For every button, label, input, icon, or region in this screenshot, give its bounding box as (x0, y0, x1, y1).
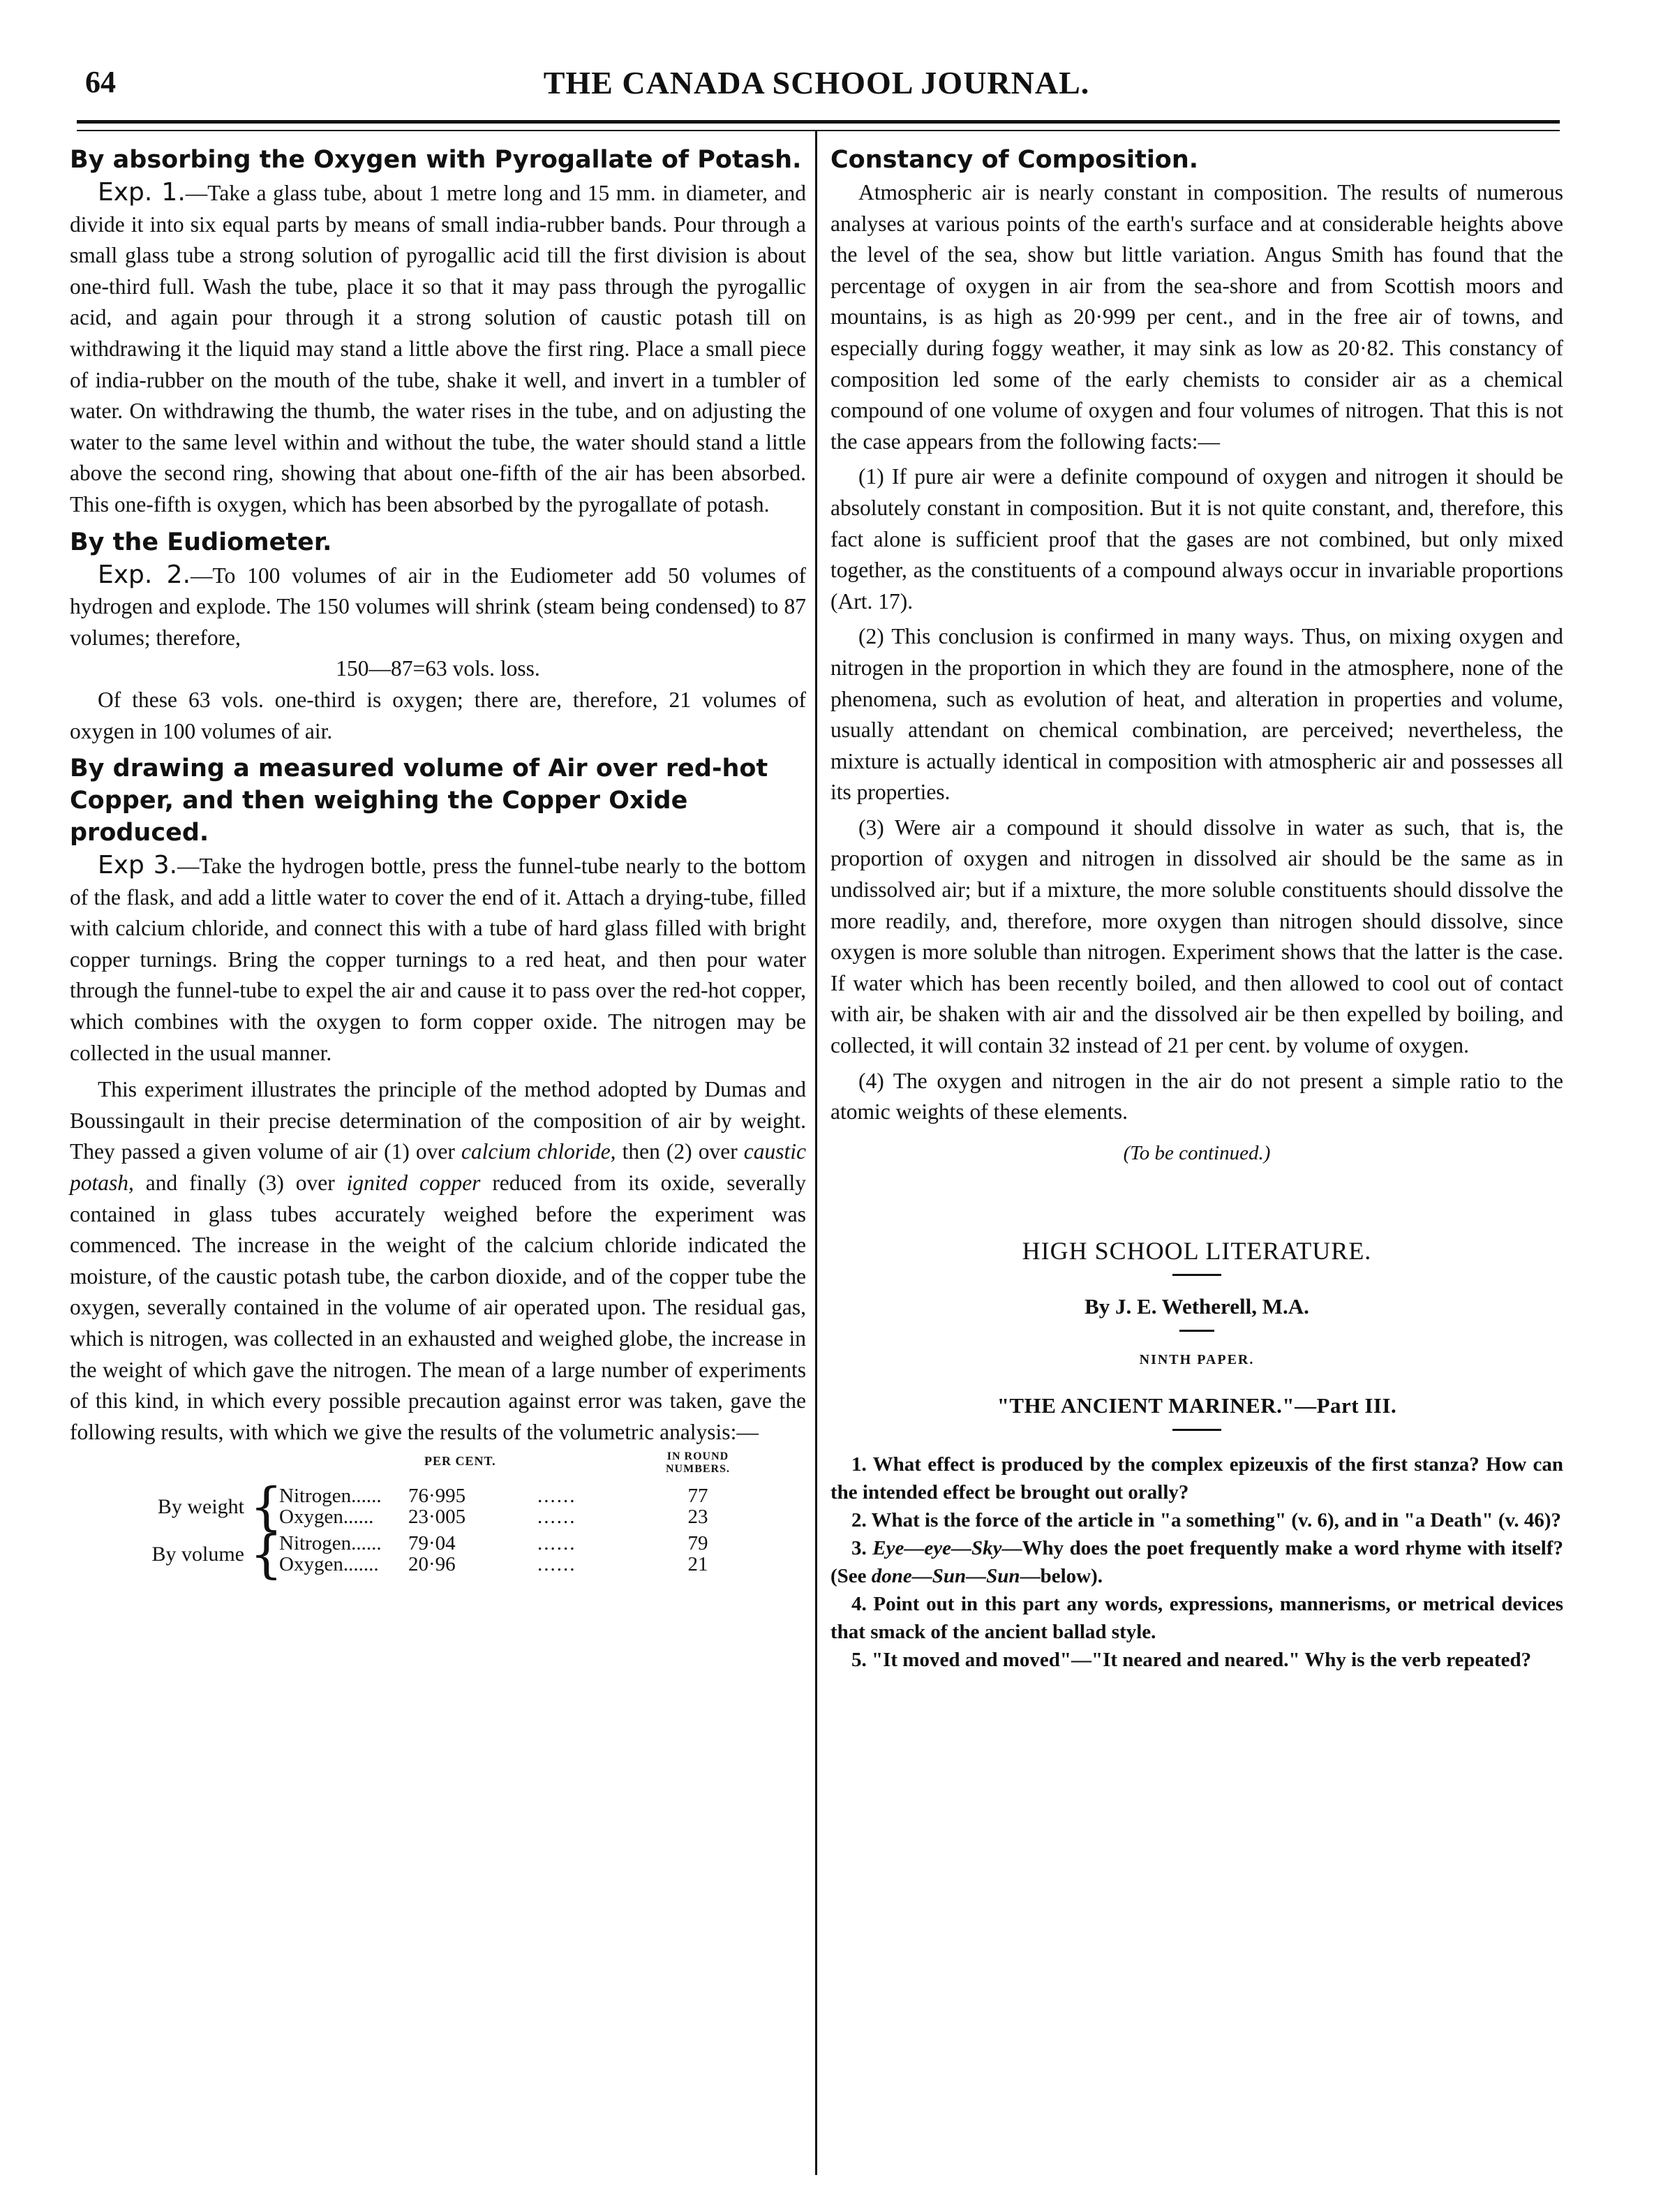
question-2: 2. What is the force of the article in "a something" (v. 6), and in "a Death" (v. 46)? (851, 1508, 1562, 1531)
table-row (279, 1506, 796, 1527)
fact-4-paragraph: (4) The oxygen and nitrogen in the air do not present a simple ratio to the atomic weights of these elements. (830, 1068, 1563, 1124)
dumas-italic-copper: ignited copper (346, 1171, 481, 1196)
paper-number: NINTH PAPER. (1139, 1351, 1255, 1367)
journal-title: THE CANADA SCHOOL JOURNAL. (543, 65, 1090, 101)
header-rule-thin (77, 130, 1560, 131)
question-3-end: —below). (1020, 1564, 1103, 1587)
short-rule (1179, 1330, 1214, 1332)
exp1-paragraph (70, 177, 806, 521)
table-row (279, 1554, 796, 1575)
dumas-text-3: and finally (3) over (133, 1171, 335, 1196)
dumas-text-2: then (2) over (616, 1139, 738, 1164)
row-name: Nitrogen...... (279, 1485, 382, 1508)
dumas-text-4: reduced from its oxide, severally contained in glass tubes accurately weighed before the experiment was commenced. The increase in the weight of the calcium chloride indicated the moisture, of the caustic potash tube, the carbon dioxide, and of the copper tube the oxygen, severally contained in the volume of air operated upon. The residual gas, which is nitrogen, was collected in an exhausted and weighed globe, the increase in the weight of which gave the nitrogen. The mean of a large number of experiments of this kind, in which every possible precaution against error was taken, gave the following results, with which we give the results of the volumetric analysis:— (70, 1171, 806, 1444)
exp3-text: —Take the hydrogen bottle, press the funnel-tube nearly to the bottom of the flask, and add a little water to cover the end of it. Attach a drying-tube, filled with calcium chloride, and connect this with a tube of hard glass filled with bright copper turnings. Bring the copper turnings to a red heat, and then pour water through the funnel-tube to expel the air and cause it to pass over the red-hot copper, which combines with the oxygen to form copper oxide. The nitrogen may be collected in the usual manner. (70, 854, 806, 1065)
short-rule (1172, 1274, 1221, 1276)
row-round: 23 (687, 1506, 708, 1529)
question-4: 4. Point out in this part any words, expressions, mannerisms, or metrical devices that smack of the ancient ballad style. (830, 1592, 1563, 1643)
question-1: 1. What effect is produced by the complex epizeuxis of the first stanza? How can the intended effect be brought out orally? (830, 1453, 1563, 1504)
row-name: Oxygen...... (279, 1506, 374, 1529)
to-be-continued: (To be continued.) (1123, 1141, 1271, 1164)
question-3-italic: Eye—eye—Sky (872, 1536, 1002, 1559)
table-header-round: IN ROUND NUMBERS. (665, 1450, 730, 1476)
group-by-volume (70, 1524, 803, 1585)
row-name: Nitrogen...... (279, 1532, 382, 1555)
row-round: 77 (687, 1485, 708, 1508)
section-title-high-school-literature: HIGH SCHOOL LITERATURE. (1022, 1237, 1372, 1265)
heading-constancy: Constancy of Composition. (830, 146, 1199, 174)
row-round: 79 (687, 1532, 708, 1555)
row-per-cent: 20·96 (408, 1553, 456, 1576)
question-3-num: 3. (851, 1536, 873, 1559)
constancy-paragraph: Atmospheric air is nearly constant in composition. The results of numerous analyses at various points of the earth's surface and at considerable heights above the level of the sea, show but little variation. Angus Smith has found that the percentage of oxygen in air from the sea-shore and from Scottish moors and mountains, is as high as 20·999 per cent., and in the free air of towns, and especially during foggy weather, it may sink as low as 20·82. This constancy of composition led some of the early chemists to consider air as a chemical compound of one volume of oxygen and four volumes of nitrogen. That this is not the case appears from the following facts:— (830, 180, 1563, 454)
exp2-text: —To 100 volumes of air in the Eudiometer add 50 volumes of hydrogen and explode. The 150 volumes will shrink (steam being condensed) to 87 volumes; therefore, (70, 563, 806, 650)
page-header (77, 64, 1556, 106)
header-rule-thick (77, 120, 1560, 124)
left-column (70, 138, 806, 1615)
question-5: 5. "It moved and moved"—"It neared and neared." Why is the verb repeated? (851, 1648, 1532, 1671)
exp1-text: —Take a glass tube, about 1 metre long and 15 mm. in diameter, and divide it into six equal parts by means of small india-rubber bands. Pour through a small glass tube a strong solution of pyrogallic acid till the first division is about one-third full. Wash the tube, place it so that it may pass through the pyrogallic acid, and again pour through it a strong solution of caustic potash till on withdrawing it the liquid may stand a little above the first ring. Place a small piece of india-rubber on the mouth of the tube, shake it well, and invert in a tumbler of water. On withdrawing the thumb, the water rises in the tube, and on adjusting the water to the same level within and without the tube, the water should stand a little above the second ring, showing that about one-fifth of the air has been absorbed. This one-fifth is oxygen, which has been absorbed by the pyrogallate of potash. (70, 181, 807, 517)
question-3 (830, 1534, 1563, 1590)
dumas-italic-calcium: calcium chloride, (461, 1139, 616, 1164)
question-3-text: —Why does the poet frequently make a word rhyme with itself? (See (830, 1536, 1564, 1587)
heading-eudiometer: By the Eudiometer. (70, 528, 332, 556)
column-divider (815, 130, 817, 2175)
exp2-label: Exp. 2. (98, 560, 191, 589)
exp3-label: Exp 3. (98, 851, 178, 880)
fact-3-paragraph: (3) Were air a compound it should dissolve in water as such, that is, the proportion of oxygen and nitrogen in dissolved air should be the same as in undissolved air; but if a mixture, the more soluble constituents should dissolve the more readily, and, therefore, more oxygen than nitrogen should dissolve, since oxygen is more soluble than nitrogen. Experiment shows that the latter is the case. If water which has been recently boiled, and then allowed to cool out of contact with air, be shaken with air and the dissolved air be then expelled by boiling, and collected, it will contain 32 instead of 21 per cent. by volume of oxygen. (830, 815, 1563, 1058)
ancient-mariner-title: "THE ANCIENT MARINER."—Part III. (997, 1393, 1397, 1418)
exp3-paragraph (70, 850, 806, 1069)
exp2-paragraph (70, 560, 806, 654)
row-per-cent: 79·04 (408, 1532, 456, 1555)
dumas-text-1: This experiment illustrates the principle of the method adopted by Dumas and Boussingault in their precise determination of the composition of air by weight. They passed a given volume of air (1) over (70, 1077, 806, 1164)
page-number: 64 (85, 65, 116, 99)
group-by-weight (70, 1477, 803, 1538)
dumas-paragraph (70, 1074, 806, 1448)
fact-2-paragraph: (2) This conclusion is confirmed in many ways. Thus, on mixing oxygen and nitrogen in the proportion in which they are found in the atmosphere, none of the phenomena, such as evolution of heat, and alteration in properties and volume, usually attendant on chemical combination, are perceived; nevertheless, the mixture is actually identical in composition with atmospheric air and possesses all its properties. (830, 624, 1563, 805)
row-per-cent: 23·005 (408, 1506, 466, 1529)
question-3-italic-2: done—Sun—Sun (871, 1564, 1020, 1587)
heading-red-hot-copper: By drawing a measured volume of Air over red-hot Copper, and then weighing the Copper Oxide produced. (70, 755, 768, 847)
results-table (70, 1450, 806, 1615)
dumas-italic-potash: caustic potash, (70, 1139, 807, 1196)
brace: { (250, 1477, 283, 1538)
row-leader: ...... (537, 1506, 576, 1529)
question-list (830, 1450, 1563, 1674)
row-name: Oxygen....... (279, 1553, 379, 1576)
exp2-conclusion: Of these 63 vols. one-third is oxygen; there are, therefore, 21 volumes of oxygen in 100 volumes of air. (70, 687, 806, 743)
row-per-cent: 76·995 (408, 1485, 466, 1508)
exp2-equation: 150—87=63 vols. loss. (336, 656, 540, 681)
group-label: By weight (157, 1495, 244, 1519)
table-row (279, 1485, 796, 1506)
brace: { (250, 1524, 283, 1585)
row-leader: ...... (537, 1532, 576, 1555)
row-round: 21 (687, 1553, 708, 1576)
heading-pyrogallate: By absorbing the Oxygen with Pyrogallate of Potash. (70, 146, 802, 174)
exp1-label: Exp. 1. (98, 178, 186, 207)
short-rule (1172, 1429, 1221, 1431)
row-leader: ...... (537, 1553, 576, 1576)
right-column (830, 138, 1563, 1674)
group-label: By volume (151, 1543, 244, 1566)
row-leader: ...... (537, 1485, 576, 1508)
table-row (279, 1533, 796, 1554)
fact-1-paragraph: (1) If pure air were a definite compound of oxygen and nitrogen it should be absolutely constant in composition. But it is not quite constant, and, therefore, this fact alone is sufficient proof that the gases are not combined, but only mixed together, as the constituents of a compound always occur in invariable proportions (Art. 17). (830, 464, 1563, 614)
byline: By J. E. Wetherell, M.A. (1085, 1294, 1309, 1319)
table-header-per-cent: PER CENT. (424, 1454, 496, 1469)
